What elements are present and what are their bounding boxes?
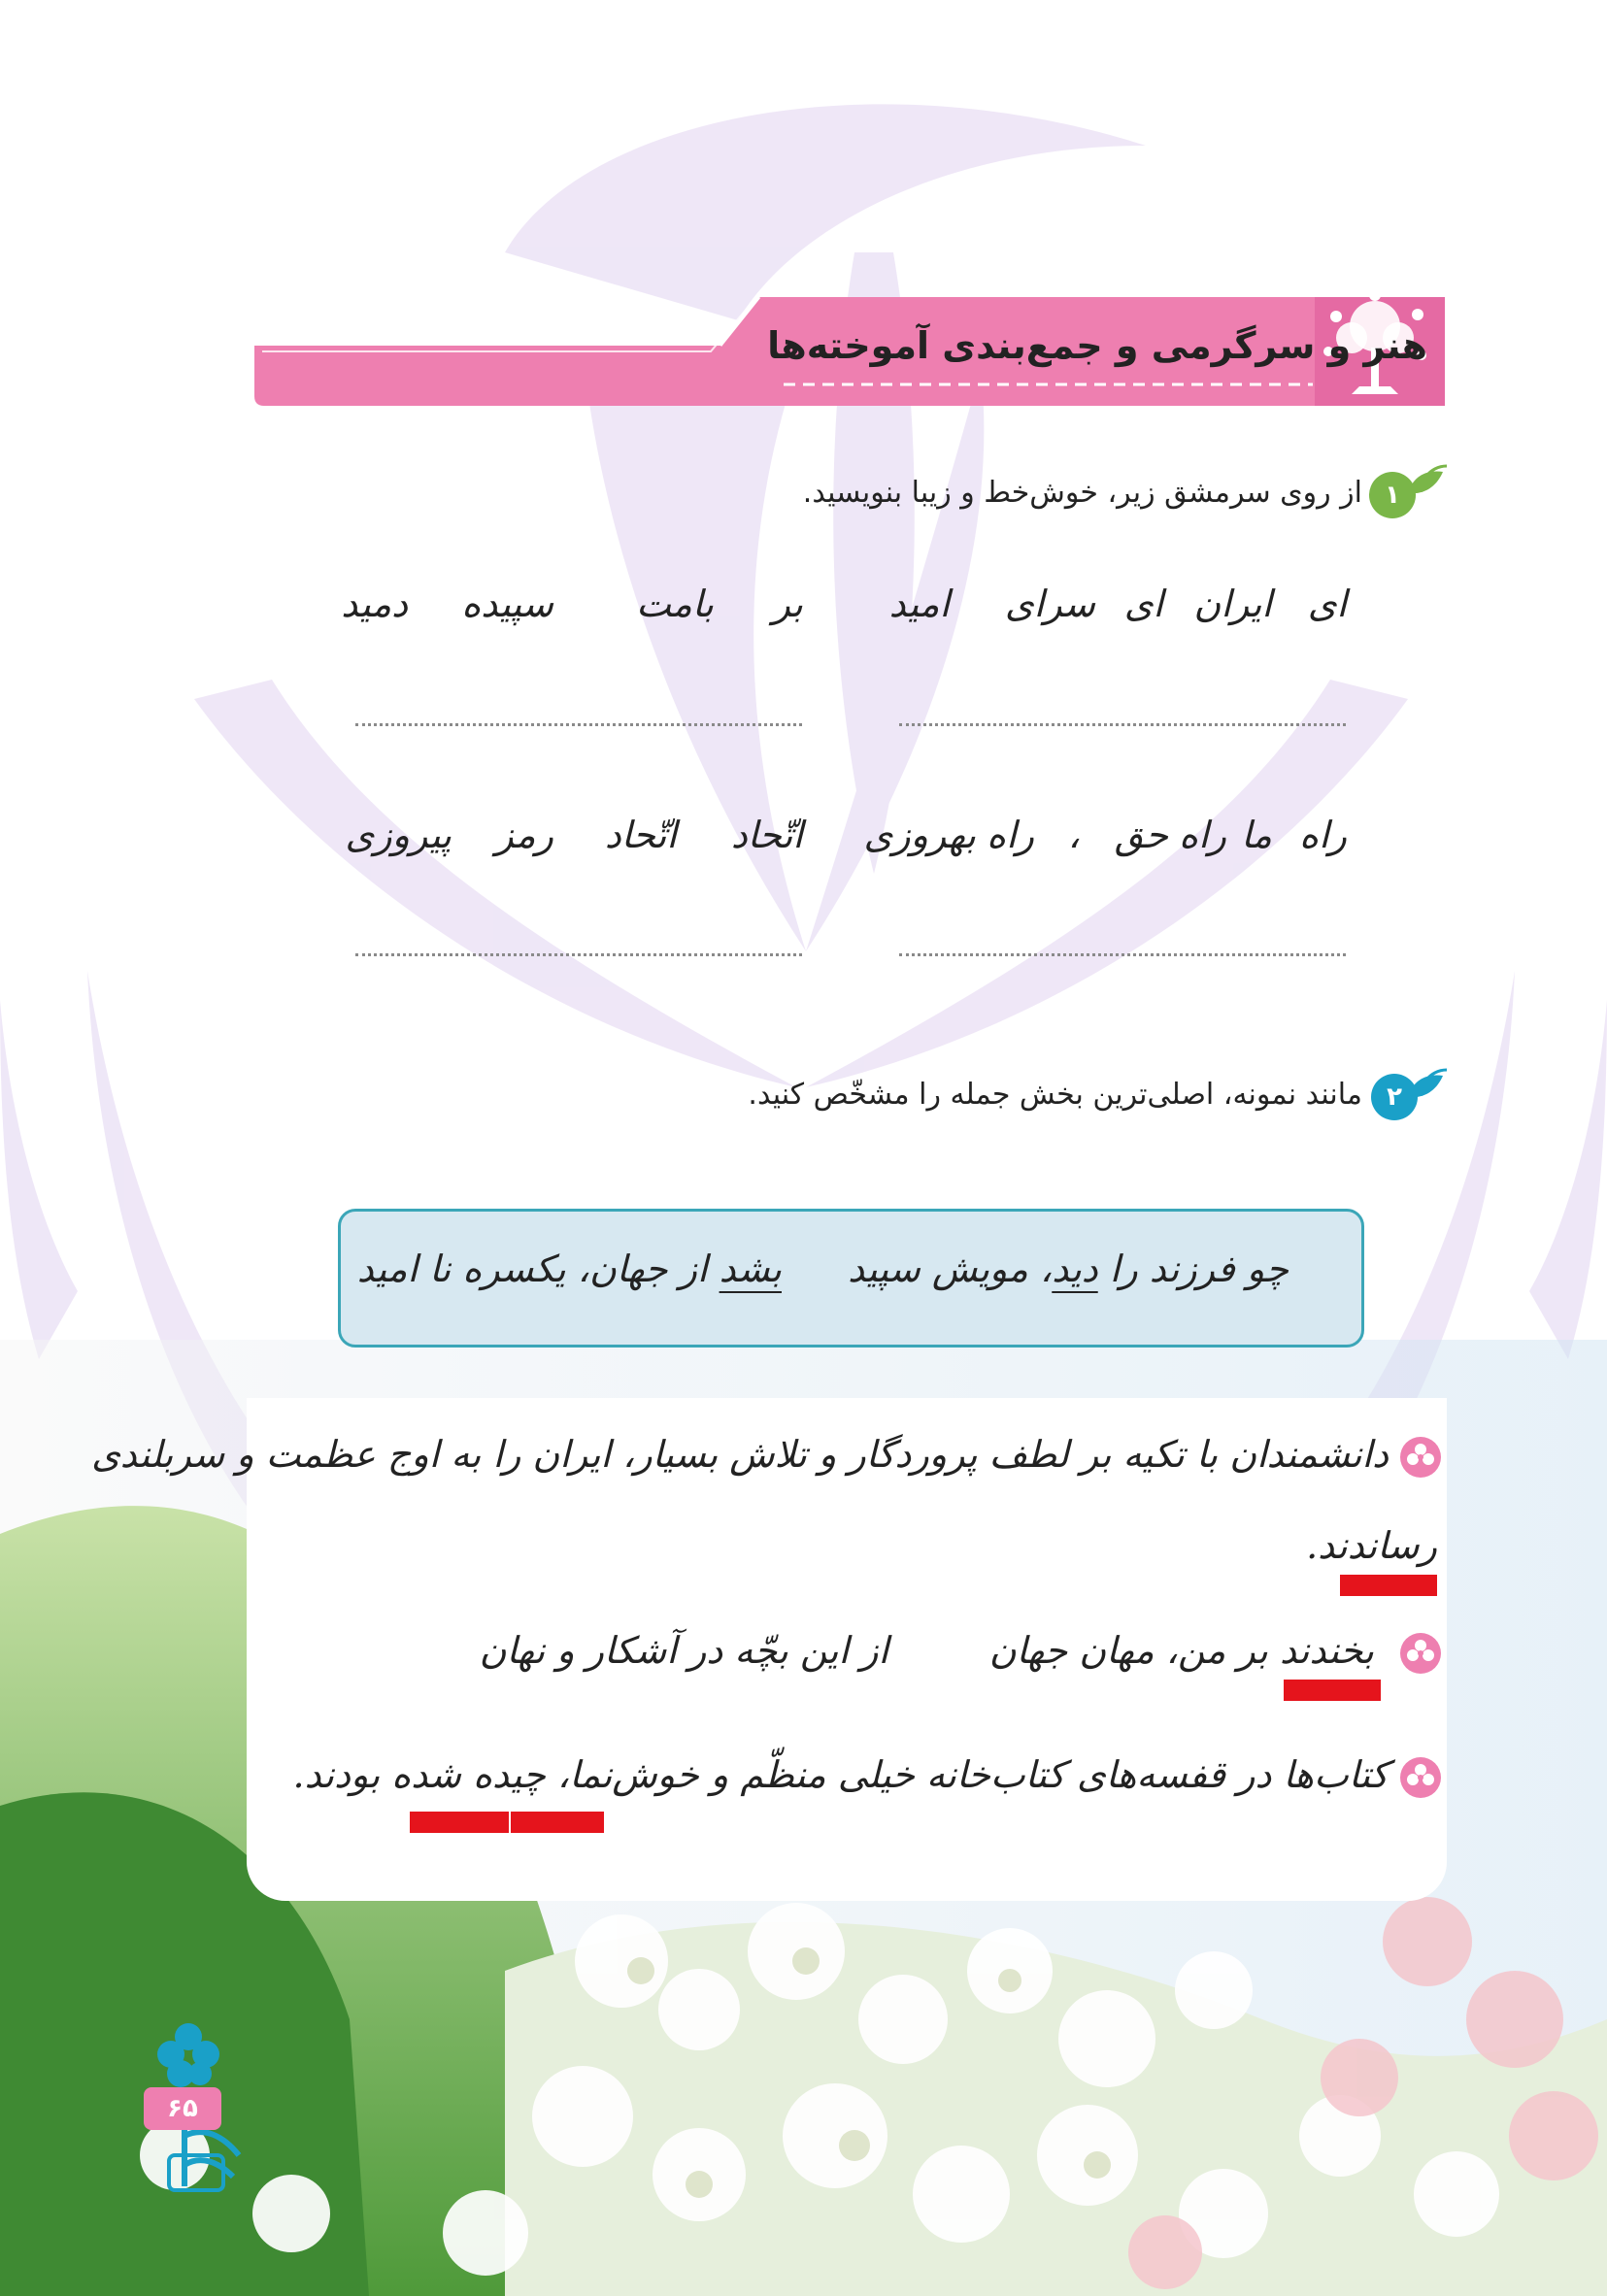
answer-underline-bar [410, 1812, 509, 1833]
example-text-segment: چو فرزند را [1097, 1248, 1289, 1290]
exercise-hemistich-left: از این بچّه در آشکار و نهان [479, 1629, 888, 1672]
model-word: ای [1123, 582, 1163, 625]
exercise-sentence: کتاب‌ها در قفسه‌های کتاب‌خانه خیلی منظّم و خوش‌نما، چیده شده بودند. [292, 1753, 1389, 1796]
answer-underline-bar [1284, 1680, 1381, 1701]
example-underlined-verb: بشد [719, 1248, 782, 1290]
model-word: سرای [1004, 582, 1095, 625]
model-word: بر [772, 582, 803, 625]
flower-bullet-icon [1398, 1755, 1443, 1800]
model-word: ای [1307, 582, 1347, 625]
section-title: هنر و سرگرمی و جمع‌بندی آموخته‌ها [767, 324, 1427, 367]
model-word: راه [987, 814, 1034, 856]
model-word: امید [888, 582, 950, 625]
example-hemistich-right [848, 1248, 1289, 1290]
exercise-instruction: مانند نمونه، اصلی‌ترین بخش جمله را مشخّص کنید. [748, 1078, 1362, 1112]
exercise-sentence: رساندند. [1306, 1524, 1437, 1567]
model-word: بهروزی [863, 814, 976, 856]
flower-bullet-icon [1398, 1631, 1443, 1676]
model-word: راه [1179, 814, 1226, 856]
model-word: ما [1241, 814, 1272, 856]
exercise-instruction: از روی سرمشق زیر، خوش‌خط و زیبا بنویسید. [802, 476, 1362, 510]
exercise-number-badge: ۱ [1369, 472, 1416, 518]
model-word: ایران [1193, 582, 1272, 625]
writing-guide-line[interactable] [355, 723, 802, 726]
example-text-segment: ، مویش سپید [848, 1248, 1053, 1290]
model-word: حق [1114, 814, 1168, 856]
writing-guide-line[interactable] [899, 953, 1346, 956]
writing-guide-line[interactable] [355, 953, 802, 956]
answer-underline-bar [1340, 1575, 1437, 1596]
example-underlined-verb: دید [1052, 1248, 1098, 1290]
example-text-segment: از جهان، یکسره نا امید [356, 1248, 720, 1290]
flower-bullet-icon [1398, 1435, 1443, 1480]
answer-underline-bar [511, 1812, 604, 1833]
model-word: پیروزی [345, 814, 452, 856]
example-hemistich-left [357, 1248, 782, 1290]
writing-guide-line[interactable] [899, 723, 1346, 726]
model-word: راه [1299, 814, 1347, 856]
model-word: دمید [341, 582, 408, 625]
model-word: سپیده [461, 582, 553, 625]
exercise-number-badge: ۲ [1371, 1074, 1418, 1120]
page-number: ۶۵ [144, 2087, 221, 2130]
exercise-hemistich-right: بخندند بر من، مهان جهان [988, 1629, 1374, 1672]
model-word: رمز [495, 814, 553, 856]
model-word: بامت [636, 582, 714, 625]
exercise-sentence: دانشمندان با تکیه بر لطف پروردگار و تلاش بسیار، ایران را به اوج عظمت و سربلندی [91, 1433, 1389, 1476]
model-word: ، [1067, 814, 1080, 856]
model-word: اتّحاد [730, 814, 803, 856]
model-word: اتّحاد [604, 814, 677, 856]
